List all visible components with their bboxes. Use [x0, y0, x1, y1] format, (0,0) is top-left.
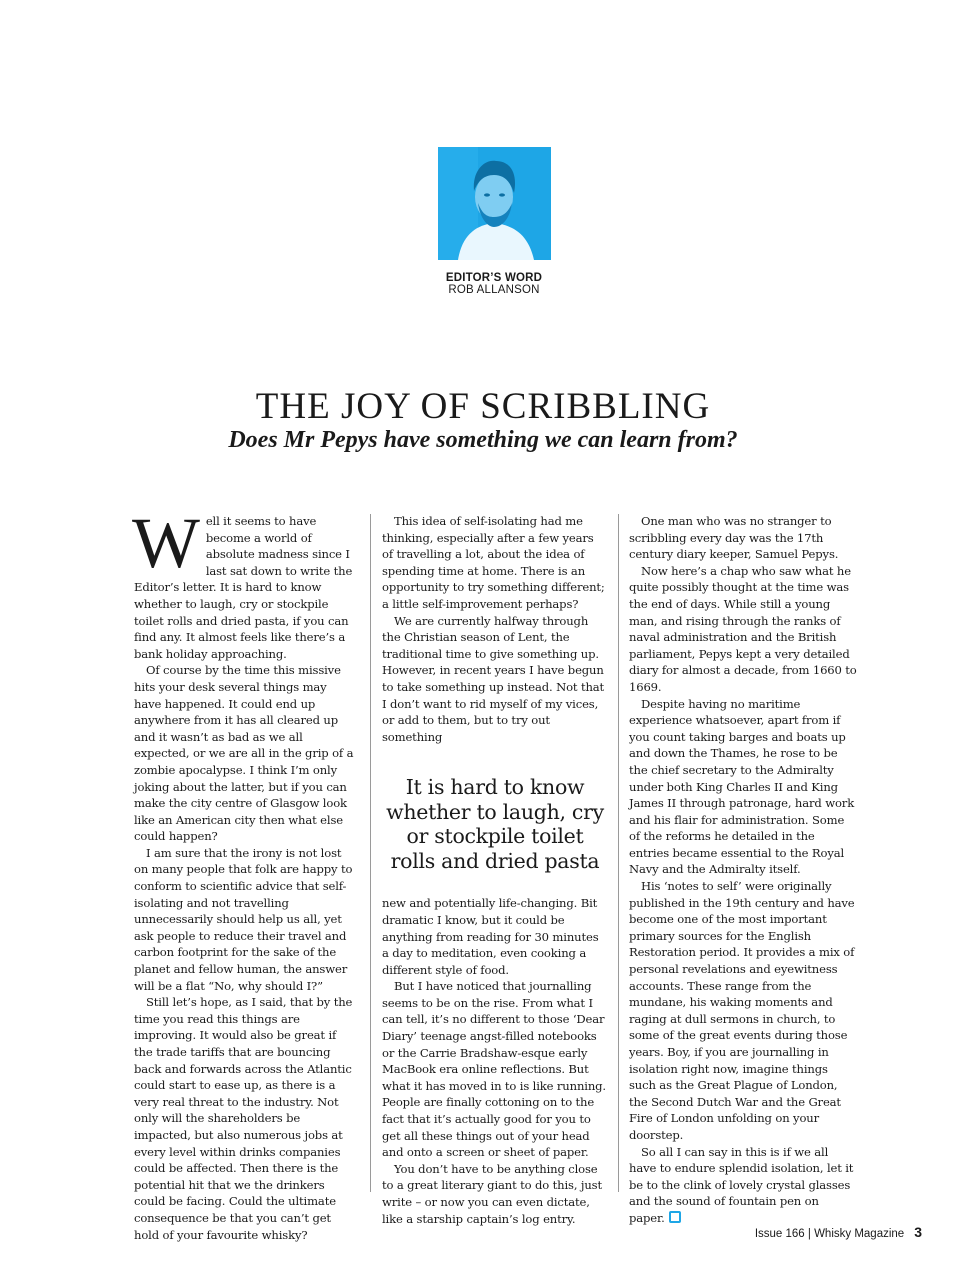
- article-title: THE JOY OF SCRIBBLING: [255, 386, 711, 427]
- section-kicker: EDITOR’S WORD: [445, 272, 543, 284]
- paragraph: But I have noticed that journalling seems to be on the rise. From what I can tell, it’s no different to those ‘Dear Diary’ teenage angst-filled notebooks or the Carrie Bradshaw-esque early MacBook era online reflections. But what it has moved in to is like running. People are finally cottoning on to the fact that it’s actually good for you to get all these things out of your head and onto a screen or sheet of paper.: [382, 979, 606, 1160]
- editor-portrait: [438, 147, 551, 260]
- paragraph: You don’t have to be anything close to a great literary giant to do this, just write – or now you can even dictate, like a starship captain’s log entry.: [382, 1161, 602, 1226]
- paragraph: I am sure that the irony is not lost on many people that folk are happy to conform to scientific advice that self-isolating and not travelling unnecessarily should help us all, yet ask people to reduce their travel and carbon footprint for the sake of the planet and fellow human, the answer will be a flat “No, why should I?”: [134, 845, 353, 993]
- end-square-icon: [669, 1211, 681, 1223]
- paragraph-text: So all I can say in this is if we all have to endure splendid isolation, let it be to the clink of lovely crystal glasses and the sound of fountain pen on paper.: [629, 1144, 854, 1225]
- paragraph: One man who was no stranger to scribbling every day was the 17th century diary keeper, Samuel Pepys.: [629, 514, 839, 562]
- page-number: 3: [914, 1224, 922, 1240]
- column-divider: [618, 514, 619, 1192]
- column-divider: [370, 514, 371, 1192]
- paragraph: We are currently halfway through the Christian season of Lent, the traditional time to give something up. However, in recent years I have begun to take something up instead. Not that I don’t want to rid myself of my vices, or add to them, but to try out something: [382, 613, 605, 744]
- column-1: [132, 503, 356, 1243]
- column-3: [629, 513, 857, 1227]
- paragraph: Now here’s a chap who saw what he quite possibly thought at the time was the end of days. While still a young man, and rising through the ranks of naval administration and the British parliament, Pepys kept a very detailed diary for almost a decade, from 1660 to 1669.: [629, 563, 857, 694]
- article-standfirst: Does Mr Pepys have something we can learn from?: [228, 427, 738, 453]
- page-footer: [755, 1224, 922, 1240]
- paragraph: This idea of self-isolating had me thinking, especially after a few years of travelling a lot, about the idea of spending time at home. There is an opportunity to try something different; a little self-improvement perhaps?: [382, 514, 605, 611]
- paragraph: [629, 1144, 857, 1227]
- author-name: ROB ALLANSON: [448, 284, 540, 296]
- paragraph: Still let’s hope, as I said, that by the time you read this things are improving. It would also be great if the trade tariffs that are bouncing back and forwards across the Atlantic could start to ease up, as there is a very real threat to the industry. Not only will the shareholders be impacted, but also numerous jobs at every level within drinks companies could be affected. Then there is the potential hit that we the drinkers could be facing. Could the ultimate consequence be that you can’t get hold of your favourite whisky?: [134, 995, 353, 1242]
- paragraph-text: ell it seems to have become a world of absolute madness since I last sat down to write the Editor’s letter. It is hard to know whether to laugh, cry or stockpile toilet rolls and dried pasta, if you can find any. It almost feels like there’s a bank holiday approaching.: [134, 514, 353, 661]
- paragraph: Of course by the time this missive hits your desk several things may have happened. It could end up anywhere from it has all cleared up and it wasn’t as bad as we all expected, or we are all in the grip of a zombie apocalypse. I think I’m only joking about the latter, but if you can make the city centre of Glasgow look like an American city then what else could happen?: [134, 663, 354, 844]
- byline: [383, 272, 605, 296]
- issue-label: Issue 166 | Whisky Magazine: [754, 1228, 905, 1240]
- drop-cap: W: [132, 503, 200, 583]
- pull-quote: It is hard to know whether to laugh, cry or stockpile toilet rolls and dried pasta: [386, 775, 604, 873]
- paragraph: Despite having no maritime experience whatsoever, apart from if you count taking barges and boats up and down the Thames, he rose to be the chief secretary to the Admiralty under both King Charles II and King James II through patronage, hard work and his flair for administration. Some of the reforms he detailed in the entries became essential to the Royal Navy and the Admiralty itself.: [629, 696, 855, 877]
- paragraph: new and potentially life-changing. Bit dramatic I know, but it could be anything from reading for 30 minutes a day to meditation, even cooking a different style of food.: [382, 896, 599, 977]
- paragraph: His ‘notes to self’ were originally published in the 19th century and have become one of the most important primary sources for the English Restoration period. It provides a mix of personal revelations and eyewitness accounts. These range from the mundane, his waking moments and raging at dull sermons in church, to some of the great events during those years. Boy, if you are journalling in isolation right now, imagine things such as the Great Plague of London, the Second Dutch War and the Great Fire of London unfolding on your doorstep.: [629, 879, 855, 1142]
- column-2: [382, 513, 608, 1227]
- editor-portrait-image: [438, 147, 551, 260]
- paragraph: [132, 503, 356, 662]
